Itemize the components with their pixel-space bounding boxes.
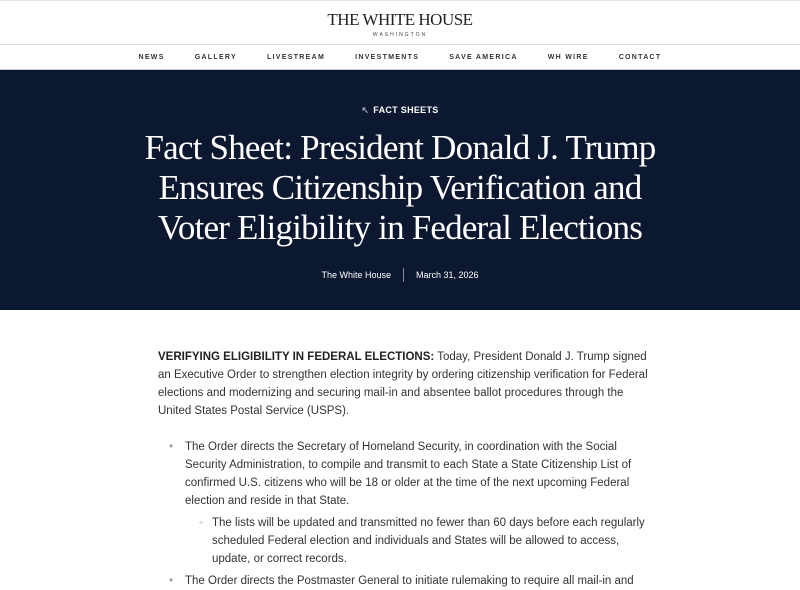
- article-body: [158, 348, 648, 590]
- category-link[interactable]: [0, 105, 800, 116]
- category-label: FACT SHEETS: [373, 105, 439, 115]
- divider: [403, 268, 404, 282]
- nav-livestream[interactable]: LIVESTREAM: [266, 53, 326, 61]
- site-logo[interactable]: THE WHITE HOUSE: [327, 10, 473, 29]
- list-item: • The Order directs the Secretary of Homeland Security, in coordination with the Social Security Administration, to compile and transmit to each State a State Citizenship List of confirmed U.S. citizens who will be 18 or older at the time of the next upcoming Federal election and reside in that State.: [158, 438, 648, 510]
- nav-save-america[interactable]: SAVE AMERICA: [449, 53, 518, 61]
- article-meta: [0, 268, 800, 282]
- arrow-up-left-icon: ↖: [361, 105, 370, 115]
- nav-wh-wire[interactable]: WH WIRE: [547, 53, 589, 61]
- nav-news[interactable]: NEWS: [138, 53, 165, 61]
- nav-gallery[interactable]: GALLERY: [194, 53, 237, 61]
- nav-investments[interactable]: INVESTMENTS: [355, 53, 420, 61]
- site-subtitle: WASHINGTON: [372, 32, 428, 38]
- author: The White House: [321, 270, 391, 280]
- list-item: • The Order directs the Postmaster General to initiate rulemaking to require all mail-in and: [158, 572, 648, 590]
- hero-banner: [0, 70, 800, 310]
- site-header: [0, 0, 800, 45]
- sub-list-item: ◦ The lists will be updated and transmitted no fewer than 60 days before each regularly scheduled Federal election and individuals and States will be allowed to access, update, or correct records.: [158, 514, 648, 568]
- lead-paragraph: [158, 348, 648, 420]
- lead-text: Today, President Donald J. Trump signed an Executive Order to strengthen election integrity by ordering citizenship verification for Federal elections and modernizing and securing mail-in and absentee ballot procedures through the United States Postal Service (USPS).: [158, 351, 648, 417]
- page-title: Fact Sheet: President Donald J. Trump Ensures Citizenship Verification and Voter Eligibility in Federal Elections: [144, 128, 656, 247]
- lead-heading: VERIFYING ELIGIBILITY IN FEDERAL ELECTIONS:: [158, 351, 435, 363]
- nav-contact[interactable]: CONTACT: [618, 53, 662, 61]
- bullet-list: [158, 438, 648, 590]
- main-nav: [0, 45, 800, 70]
- publish-date: March 31, 2026: [415, 270, 479, 280]
